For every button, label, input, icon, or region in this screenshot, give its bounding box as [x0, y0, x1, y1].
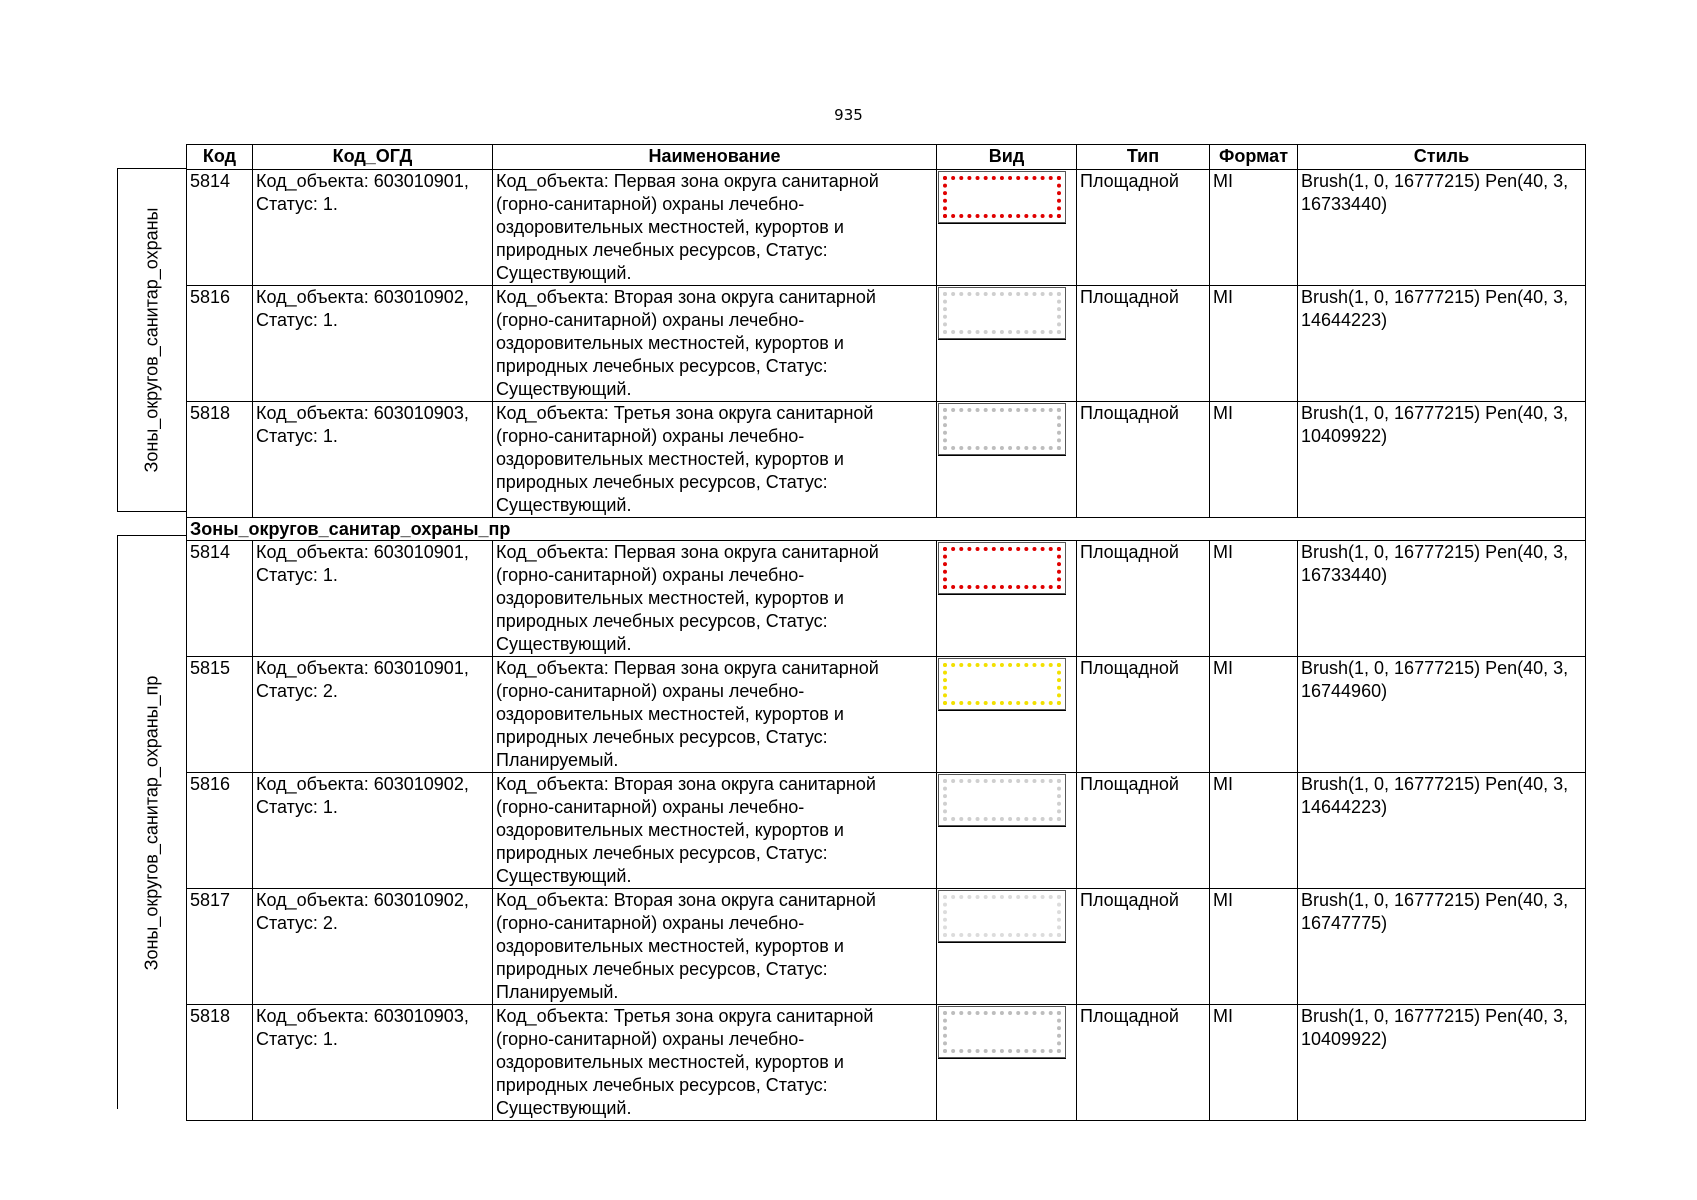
cell-kod-ogd: Код_объекта: 603010901, Статус: 2.	[253, 657, 493, 773]
table-row	[187, 170, 1586, 286]
cell-kod: 5816	[187, 773, 253, 889]
swatch-dashed-outline	[943, 895, 1061, 937]
cell-name: Код_объекта: Вторая зона округа санитарной (горно-санитарной) охраны лечебно-оздоровительных местностей, курортов и природных лечебных ресурсов, Статус: Существующий.	[493, 286, 937, 402]
cell-tip: Площадной	[1077, 402, 1210, 518]
style-swatch	[938, 403, 1066, 455]
page-number: 935	[834, 106, 863, 124]
cell-format: MI	[1210, 402, 1298, 518]
cell-format: MI	[1210, 657, 1298, 773]
col-header-name: Наименование	[493, 145, 937, 170]
cell-tip: Площадной	[1077, 657, 1210, 773]
group2-body	[187, 541, 1586, 1121]
swatch-dashed-outline	[943, 663, 1061, 705]
cell-tip: Площадной	[1077, 286, 1210, 402]
group2-label: Зоны_округов_санитар_охраны_пр	[141, 675, 162, 970]
cell-tip: Площадной	[1077, 541, 1210, 657]
section2-header	[187, 518, 1586, 541]
cell-format: MI	[1210, 170, 1298, 286]
group1-label: Зоны_округов_санитар_охраны	[141, 207, 162, 473]
col-header-kod-ogd: Код_ОГД	[253, 145, 493, 170]
cell-vid	[937, 170, 1077, 286]
swatch-dashed-outline	[943, 176, 1061, 218]
style-swatch	[938, 1006, 1066, 1058]
cell-name: Код_объекта: Вторая зона округа санитарной (горно-санитарной) охраны лечебно-оздоровительных местностей, курортов и природных лечебных ресурсов, Статус: Существующий.	[493, 773, 937, 889]
col-header-style: Стиль	[1298, 145, 1586, 170]
table-row	[187, 889, 1586, 1005]
cell-kod: 5817	[187, 889, 253, 1005]
swatch-divider	[938, 942, 1066, 943]
cell-kod-ogd: Код_объекта: 603010902, Статус: 2.	[253, 889, 493, 1005]
cell-style: Brush(1, 0, 16777215) Pen(40, 3, 16733440)	[1298, 541, 1586, 657]
cell-kod-ogd: Код_объекта: 603010901, Статус: 1.	[253, 170, 493, 286]
cell-kod-ogd: Код_объекта: 603010903, Статус: 1.	[253, 402, 493, 518]
swatch-dashed-outline	[943, 547, 1061, 589]
cell-kod: 5814	[187, 170, 253, 286]
col-header-format: Формат	[1210, 145, 1298, 170]
table-row	[187, 1005, 1586, 1121]
swatch-divider	[938, 826, 1066, 827]
cell-name: Код_объекта: Первая зона округа санитарной (горно-санитарной) охраны лечебно-оздоровительных местностей, курортов и природных лечебных ресурсов, Статус: Планируемый.	[493, 657, 937, 773]
section-row	[187, 518, 1586, 541]
cell-format: MI	[1210, 286, 1298, 402]
swatch-dashed-outline	[943, 1011, 1061, 1053]
cell-name: Код_объекта: Третья зона округа санитарной (горно-санитарной) охраны лечебно-оздоровительных местностей, курортов и природных лечебных ресурсов, Статус: Существующий.	[493, 402, 937, 518]
cell-style: Brush(1, 0, 16777215) Pen(40, 3, 10409922)	[1298, 402, 1586, 518]
cell-vid	[937, 657, 1077, 773]
cell-format: MI	[1210, 889, 1298, 1005]
cell-tip: Площадной	[1077, 170, 1210, 286]
cell-vid	[937, 889, 1077, 1005]
legend-table	[186, 144, 1586, 1121]
group1-body	[187, 170, 1586, 518]
cell-style: Brush(1, 0, 16777215) Pen(40, 3, 14644223)	[1298, 286, 1586, 402]
swatch-divider	[938, 223, 1066, 224]
cell-name: Код_объекта: Первая зона округа санитарной (горно-санитарной) охраны лечебно-оздоровительных местностей, курортов и природных лечебных ресурсов, Статус: Существующий.	[493, 170, 937, 286]
cell-vid	[937, 1005, 1077, 1121]
cell-vid	[937, 402, 1077, 518]
cell-name: Код_объекта: Первая зона округа санитарной (горно-санитарной) охраны лечебно-оздоровительных местностей, курортов и природных лечебных ресурсов, Статус: Существующий.	[493, 541, 937, 657]
legend-table-wrap	[186, 144, 1585, 1121]
cell-style: Brush(1, 0, 16777215) Pen(40, 3, 14644223)	[1298, 773, 1586, 889]
cell-tip: Площадной	[1077, 889, 1210, 1005]
cell-style: Brush(1, 0, 16777215) Pen(40, 3, 16744960)	[1298, 657, 1586, 773]
cell-kod-ogd: Код_объекта: 603010903, Статус: 1.	[253, 1005, 493, 1121]
table-row	[187, 541, 1586, 657]
header-row	[187, 145, 1586, 170]
cell-kod: 5818	[187, 402, 253, 518]
cell-style: Brush(1, 0, 16777215) Pen(40, 3, 16733440)	[1298, 170, 1586, 286]
swatch-divider	[938, 594, 1066, 595]
style-swatch	[938, 774, 1066, 826]
style-swatch	[938, 171, 1066, 223]
col-header-kod: Код	[187, 145, 253, 170]
cell-tip: Площадной	[1077, 773, 1210, 889]
table-row	[187, 657, 1586, 773]
cell-tip: Площадной	[1077, 1005, 1210, 1121]
section-title: Зоны_округов_санитар_охраны_пр	[187, 518, 1586, 541]
col-header-tip: Тип	[1077, 145, 1210, 170]
group2-label-box	[117, 535, 186, 1109]
style-swatch	[938, 287, 1066, 339]
cell-kod: 5816	[187, 286, 253, 402]
cell-kod-ogd: Код_объекта: 603010902, Статус: 1.	[253, 286, 493, 402]
cell-kod: 5815	[187, 657, 253, 773]
cell-style: Brush(1, 0, 16777215) Pen(40, 3, 16747775)	[1298, 889, 1586, 1005]
cell-format: MI	[1210, 1005, 1298, 1121]
group1-label-box	[117, 168, 186, 512]
swatch-divider	[938, 710, 1066, 711]
cell-format: MI	[1210, 773, 1298, 889]
style-swatch	[938, 542, 1066, 594]
cell-kod: 5814	[187, 541, 253, 657]
col-header-vid: Вид	[937, 145, 1077, 170]
swatch-divider	[938, 1058, 1066, 1059]
cell-format: MI	[1210, 541, 1298, 657]
swatch-divider	[938, 339, 1066, 340]
swatch-dashed-outline	[943, 408, 1061, 450]
table-row	[187, 286, 1586, 402]
swatch-dashed-outline	[943, 292, 1061, 334]
style-swatch	[938, 658, 1066, 710]
cell-style: Brush(1, 0, 16777215) Pen(40, 3, 10409922)	[1298, 1005, 1586, 1121]
cell-kod-ogd: Код_объекта: 603010902, Статус: 1.	[253, 773, 493, 889]
swatch-divider	[938, 455, 1066, 456]
table-row	[187, 402, 1586, 518]
cell-name: Код_объекта: Третья зона округа санитарной (горно-санитарной) охраны лечебно-оздоровительных местностей, курортов и природных лечебных ресурсов, Статус: Существующий.	[493, 1005, 937, 1121]
cell-kod: 5818	[187, 1005, 253, 1121]
cell-vid	[937, 541, 1077, 657]
cell-vid	[937, 286, 1077, 402]
swatch-dashed-outline	[943, 779, 1061, 821]
style-swatch	[938, 890, 1066, 942]
table-row	[187, 773, 1586, 889]
cell-name: Код_объекта: Вторая зона округа санитарной (горно-санитарной) охраны лечебно-оздоровительных местностей, курортов и природных лечебных ресурсов, Статус: Планируемый.	[493, 889, 937, 1005]
cell-kod-ogd: Код_объекта: 603010901, Статус: 1.	[253, 541, 493, 657]
cell-vid	[937, 773, 1077, 889]
